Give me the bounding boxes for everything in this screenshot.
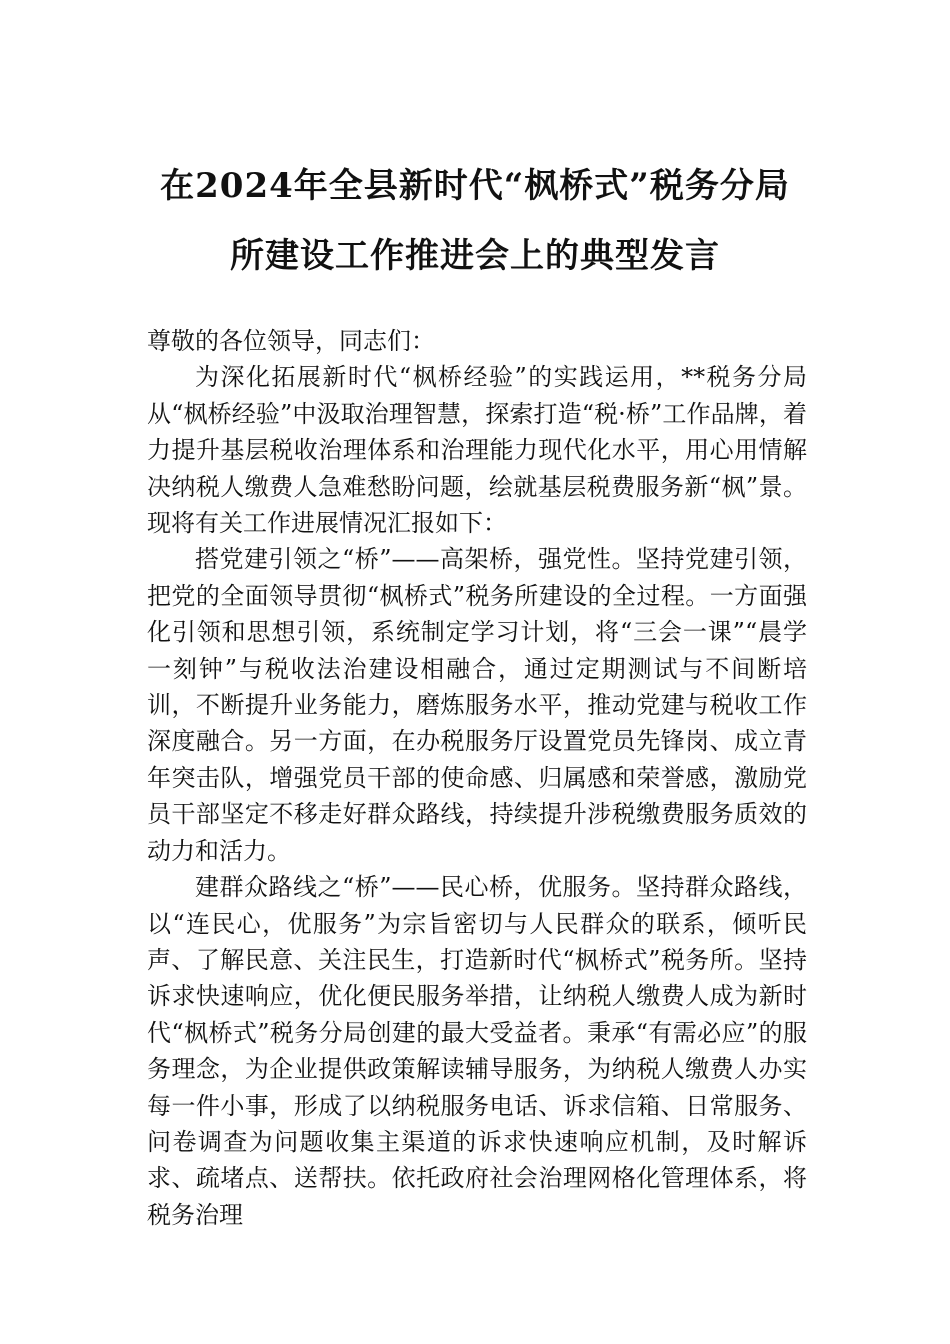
paragraph-intro: 为深化拓展新时代“枫桥经验”的实践运用，**税务分局从“枫桥经验”中汲取治理智慧，探索打造“税·桥”工作品牌，着力提升基层税收治理体系和治理能力现代化水平，用心用情解决纳税人缴费人急难愁盼问题，绘就基层税费服务新“枫”景。现将有关工作进展情况汇报如下：: [147, 363, 807, 538]
document-title-line-2: 所建设工作推进会上的典型发言: [230, 236, 720, 276]
paragraph-party-building: 搭党建引领之“桥”——高架桥，强党性。坚持党建引领，把党的全面领导贯彻“枫桥式”税务所建设的全过程。一方面强化引领和思想引领，系统制定学习计划，将“三会一课”“晨学一刻钟”与税收法治建设相融合，通过定期测试与不间断培训，不断提升业务能力，磨炼服务水平，推动党建与税收工作深度融合。另一方面，在办税服务厅设置党员先锋岗、成立青年突击队，增强党员干部的使命感、归属感和荣誉感，激励党员干部坚定不移走好群众路线，持续提升涉税缴费服务质效的动力和活力。: [147, 545, 807, 865]
document-title-line-1: 在2024年全县新时代“枫桥式”税务分局: [160, 166, 790, 206]
document-body: [147, 323, 807, 1233]
paragraph-mass-line: 建群众路线之“桥”——民心桥，优服务。坚持群众路线，以“连民心，优服务”为宗旨密切与人民群众的联系，倾听民声、了解民意、关注民生，打造新时代“枫桥式”税务所。坚持诉求快速响应，优化便民服务举措，让纳税人缴费人成为新时代“枫桥式”税务分局创建的最大受益者。秉承“有需必应”的服务理念，为企业提供政策解读辅导服务，为纳税人缴费人办实每一件小事，形成了以纳税服务电话、诉求信箱、日常服务、问卷调查为问题收集主渠道的诉求快速响应机制，及时解诉求、疏堵点、送帮扶。依托政府社会治理网格化管理体系，将税务治理: [147, 873, 807, 1229]
salutation: 尊敬的各位领导，同志们：: [147, 327, 435, 355]
